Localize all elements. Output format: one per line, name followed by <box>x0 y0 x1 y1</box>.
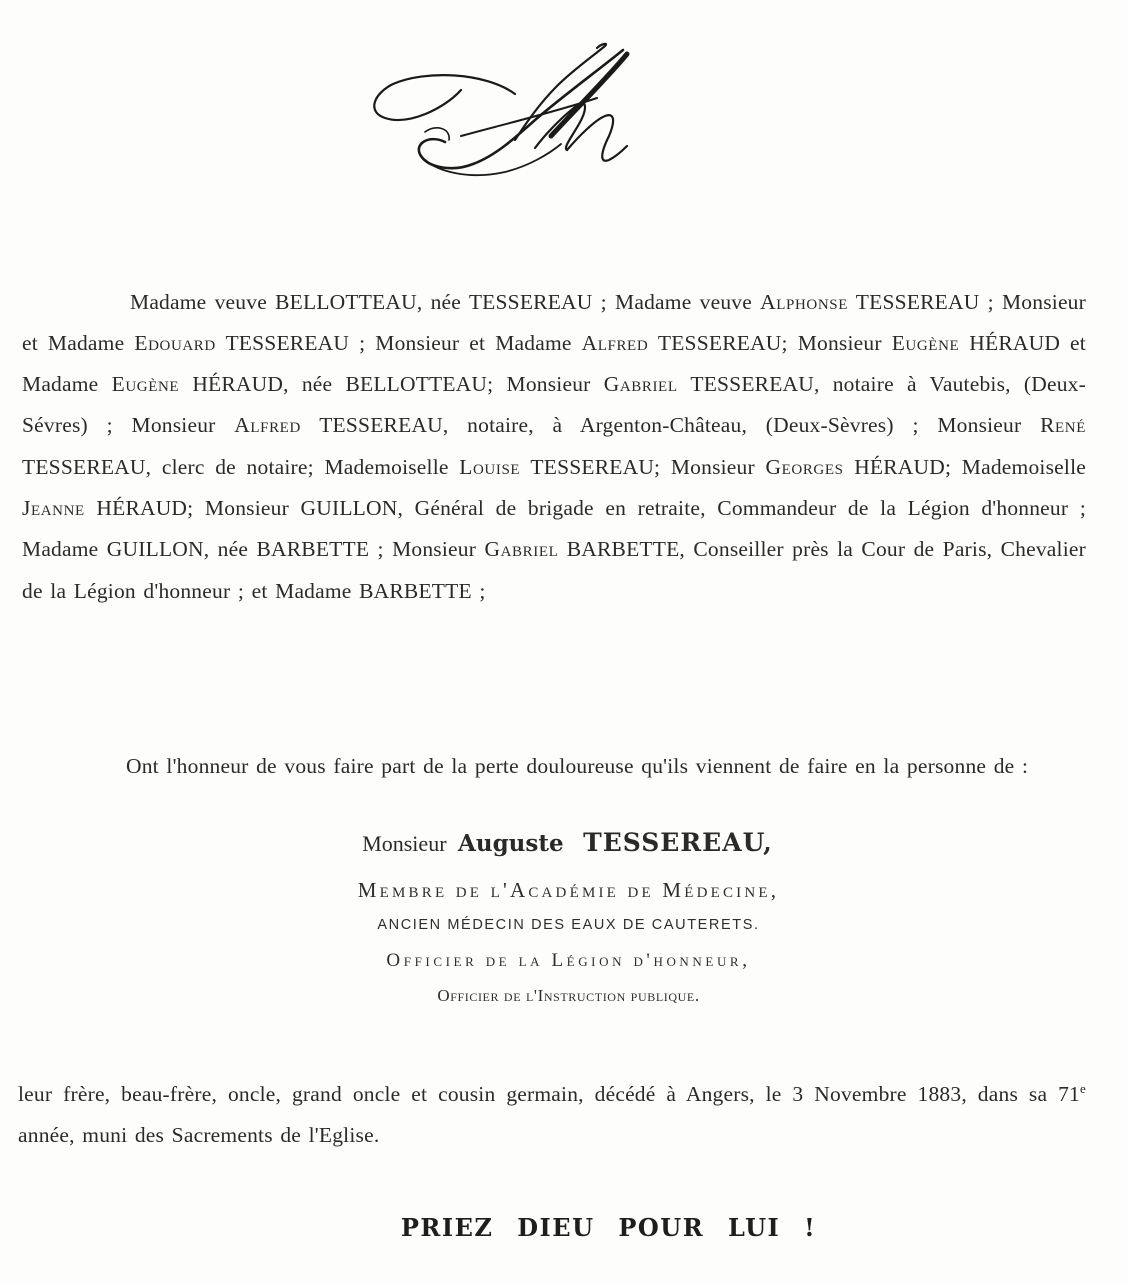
announcement-text-segment: TESSEREAU, clerc de notaire; Mademoiselle <box>22 454 460 479</box>
announcement-text-segment: TESSEREAU; Monsieur <box>520 454 766 479</box>
given-name-smallcaps: Gabriel <box>484 537 559 562</box>
given-name-smallcaps: Jeanne <box>22 495 85 520</box>
announcement-text-segment: HÉRAUD, née BELLOTTEAU; Monsieur <box>179 372 604 397</box>
announcement-text-segment: HÉRAUD; Mademoiselle <box>843 454 1086 479</box>
announcement-text-segment: TESSEREAU ; Monsieur et Madame <box>215 330 582 355</box>
given-name-smallcaps: René <box>1040 413 1086 438</box>
death-details-paragraph <box>18 1068 1086 1157</box>
announcement-text-segment: TESSEREAU, notaire à Vautebis, (Deux-Sévres) ; Monsieur <box>22 372 1086 438</box>
announcement-text-segment: HÉRAUD; Monsieur GUILLON, Général de brigade en retraite, Commandeur de la Légion d'honneur ; Madame GUILLON, née BARBETTE ; Monsieur <box>22 495 1086 562</box>
deceased-given-name: Auguste <box>458 830 564 857</box>
title-instruction-publique: Officier de l'Instruction publique. <box>437 986 700 1005</box>
given-name-smallcaps: Louise <box>459 454 521 479</box>
announcement-text-segment: TESSEREAU; Monsieur <box>648 330 892 355</box>
announcement-intro-paragraph <box>22 746 1086 787</box>
announcement-text-segment: BARBETTE, Conseiller près la Cour de Paris, Chevalier de la Légion d'honneur ; et Madame BARBETTE ; <box>22 537 1086 603</box>
given-name-smallcaps: Eugène <box>891 330 960 355</box>
title-academie: Membre de l'Académie de Médecine, <box>357 878 780 902</box>
given-name-smallcaps: Alfred <box>581 330 649 355</box>
title-cauterets: ANCIEN MÉDECIN DES EAUX DE CAUTERETS. <box>377 917 760 933</box>
given-name-smallcaps: Alphonse <box>760 289 848 314</box>
given-name-smallcaps: Georges <box>765 454 844 479</box>
given-name-smallcaps: Alfred <box>234 413 301 438</box>
announcement-intro-text: Ont l'honneur de vous faire part de la perte douloureuse qu'ils viennent de faire en la personne de : <box>126 753 1029 778</box>
death-details-text-2: année, muni des Sacrements de l'Eglise. <box>18 1122 380 1147</box>
deceased-honorific: Monsieur <box>362 831 447 856</box>
given-name-smallcaps: Eugène <box>111 372 180 397</box>
title-legion-honneur: Officier de la Légion d'honneur, <box>386 950 751 971</box>
announcement-text-segment: Madame veuve BELLOTTEAU, née TESSEREAU ; Madame veuve <box>130 289 761 314</box>
given-name-smallcaps: Gabriel <box>603 372 678 397</box>
given-name-smallcaps: Edouard <box>134 330 216 355</box>
deceased-surname: TESSEREAU, <box>583 828 773 857</box>
ordinal-superscript: e <box>1080 1080 1086 1096</box>
deceased-name-line <box>0 828 1127 857</box>
announcement-text-segment: HÉRAUD et Madame <box>22 330 1086 397</box>
family-announcement-paragraph <box>22 282 1086 612</box>
death-details-text-1: leur frère, beau-frère, oncle, grand oncle et cousin germain, décédé à Angers, le 3 Novembre 1883, dans sa 71 <box>18 1081 1081 1106</box>
announcement-text-segment: TESSEREAU, notaire, à Argenton-Château, (Deux-Sèvres) ; Monsieur <box>300 413 1041 438</box>
announcement-text-segment: TESSEREAU ; Monsieur et Madame <box>22 289 1086 355</box>
prayer-heading: PRIEZ DIEU POUR LUI ! <box>400 1213 817 1242</box>
monogram-ornament <box>365 32 645 182</box>
